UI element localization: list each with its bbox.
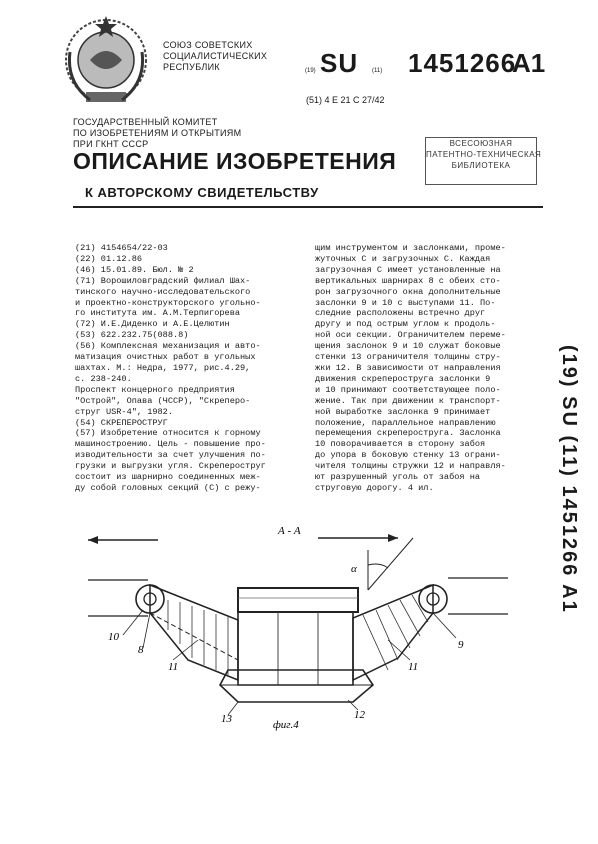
publication-number xyxy=(300,48,560,82)
union-line-1: СОЮЗ СОВЕТСКИХ xyxy=(163,40,253,50)
callout-13: 13 xyxy=(221,713,232,725)
left-column-line-2: (22) 01.12.86 xyxy=(75,253,143,264)
right-column-line-22: ют разрушенный уголь от забоя на xyxy=(315,472,481,483)
right-column-line-11: стенки 13 ограничителя толщины стру- xyxy=(315,352,501,363)
left-column-line-11: матизация очистных работ в угольных xyxy=(75,352,256,363)
union-line-2: СОЦИАЛИСТИЧЕСКИХ xyxy=(163,51,268,61)
right-column xyxy=(315,243,506,494)
left-column-line-1: (21) 4154654/22-03 xyxy=(75,243,168,253)
right-column-line-16: ной выработке заслонка 9 принимает xyxy=(315,406,491,417)
section-body xyxy=(238,612,353,685)
left-column-line-15: "Острой", Опава (ЧССР), "Скреперо- xyxy=(75,395,251,406)
right-column-line-12: жки 12. В зависимости от направления xyxy=(315,362,501,373)
union-name xyxy=(163,40,267,73)
document-subtitle: К АВТОРСКОМУ СВИДЕТЕЛЬСТВУ xyxy=(85,185,319,200)
right-column-line-1: щим инструментом и заслонками, проме- xyxy=(315,243,506,253)
right-column-line-13: движения скреперостругa заслонки 9 xyxy=(315,373,491,384)
stamp-line-3: БИБЛИОТЕКА xyxy=(451,161,511,170)
left-column-line-9: (53) 622.232.75(088.8) xyxy=(75,330,189,341)
left-column-line-18: (57) Изобретение относится к горному xyxy=(75,428,261,439)
left-column-line-20: изводительности за счет улучшения по- xyxy=(75,450,266,461)
section-arrow-right xyxy=(388,534,398,542)
right-column-line-21: чителя толщины стружки 12 и направля- xyxy=(315,461,506,472)
stamp-line-1: ВСЕСОЮЗНАЯ xyxy=(449,139,513,148)
section-arrow-left xyxy=(88,536,98,544)
left-column-line-7: го института им. А.М.Терпигорева xyxy=(75,308,241,319)
figure-4-drawing xyxy=(88,510,508,740)
callout-8: 8 xyxy=(138,644,144,656)
right-column-line-14: и 10 принимают соответствующее поло- xyxy=(315,384,501,395)
left-column-line-19: машиностроению. Цель - повышение про- xyxy=(75,439,266,450)
stamp-line-2: ПАТЕНТНО-ТЕХНИЧЕСКАЯ xyxy=(426,150,542,159)
right-column-line-5: рон загрузочного окна дополнительные xyxy=(315,286,501,297)
side-label-text: (19) SU (11) 1451266 A1 xyxy=(558,345,580,614)
left-column-line-10: (56) Комплексная механизация и авто- xyxy=(75,341,261,352)
committee-name xyxy=(73,117,241,150)
section-label: А - А xyxy=(278,525,301,537)
left-column-line-16: струг USR-4", 1982. xyxy=(75,406,173,417)
left-column-line-21: грузки и выгрузки угля. Скрепероструг xyxy=(75,461,266,472)
right-column-line-7: следние расположены встречно друг xyxy=(315,308,486,319)
committee-line-1: ГОСУДАРСТВЕННЫЙ КОМИТЕТ xyxy=(73,117,218,127)
left-column-line-8: (72) И.Е.Диденко и А.Е.Целютин xyxy=(75,319,230,330)
left-column-line-22: состоит из шарнирно соединенных меж- xyxy=(75,472,261,483)
committee-line-2: ПО ИЗОБРЕТЕНИЯМ И ОТКРЫТИЯМ xyxy=(73,128,242,138)
left-column-line-3: (46) 15.01.89. Бюл. № 2 xyxy=(75,264,194,275)
right-column-line-9: ной оси секции. Ограничителем переме- xyxy=(315,330,506,341)
figure-caption: фиг.4 xyxy=(273,719,299,731)
library-stamp xyxy=(425,137,542,185)
country-code: SU xyxy=(320,48,359,78)
state-emblem-icon xyxy=(60,12,152,112)
code-11: (11) xyxy=(372,68,383,74)
right-column-line-6: заслонки 9 и 10 с выступами 11. По- xyxy=(315,297,496,308)
right-column-line-23: струговую дорогу. 4 ил. xyxy=(315,482,434,493)
committee-line-3: ПРИ ГКНТ СССР xyxy=(73,139,149,149)
kind-code: A1 xyxy=(512,48,546,78)
left-column-line-23: ду собой головных секций (С) с режу- xyxy=(75,482,261,493)
right-column-line-3: загрузочная С имеет установленные на xyxy=(315,264,501,275)
callout-12: 12 xyxy=(354,709,365,721)
left-column-line-4: (71) Ворошиловградский филиал Шах- xyxy=(75,275,251,286)
ipc-classification: (51) 4 Е 21 С 27/42 xyxy=(306,95,385,105)
header-divider xyxy=(73,206,543,208)
code-19: (19) xyxy=(305,68,316,74)
alpha-label: α xyxy=(351,563,357,575)
left-column xyxy=(75,243,266,494)
callout-11-right: 11 xyxy=(408,661,419,673)
right-column-line-20: до упора в боковую стенку 13 ограни- xyxy=(315,450,501,461)
right-column-line-19: 10 поворачивается в сторону забоя xyxy=(315,439,486,450)
right-column-line-4: вертикальных шарнирах 8 с обеих сто- xyxy=(315,275,501,286)
callout-9: 9 xyxy=(458,639,464,651)
callout-11-left: 11 xyxy=(168,661,179,673)
right-column-line-8: другу и под острым углом к продоль- xyxy=(315,319,496,330)
left-column-line-13: с. 238-240. xyxy=(75,373,132,384)
top-block xyxy=(238,588,358,612)
left-column-line-6: и проектно-конструкторского угольно- xyxy=(75,297,261,308)
left-column-line-5: тинского научно-исследовательского xyxy=(75,286,251,297)
patent-number: 1451266 xyxy=(408,48,517,78)
right-column-line-18: перемещения скреперостругa. Заслонка xyxy=(315,428,501,439)
left-column-line-12: шахтах. М.: Недра, 1977, рис.4.29, xyxy=(75,362,251,373)
left-column-line-14: Проспект концерного предприятия xyxy=(75,384,235,395)
left-column-line-17: (54) СКРЕПЕРОСТРУГ xyxy=(75,417,168,428)
document-title: ОПИСАНИЕ ИЗОБРЕТЕНИЯ xyxy=(73,148,397,174)
callout-10: 10 xyxy=(108,631,119,643)
union-line-3: РЕСПУБЛИК xyxy=(163,62,220,72)
right-column-line-2: жуточных С и загрузочных С. Каждая xyxy=(315,253,491,264)
right-column-line-17: положение, параллельное направлению xyxy=(315,417,496,428)
chip-limiter-12 xyxy=(220,670,373,702)
right-column-line-10: щения заслонок 9 и 10 служат боковые xyxy=(315,341,501,352)
right-column-line-15: жение. Так при движении к транспорт- xyxy=(315,395,501,406)
side-publication-label xyxy=(548,345,588,665)
